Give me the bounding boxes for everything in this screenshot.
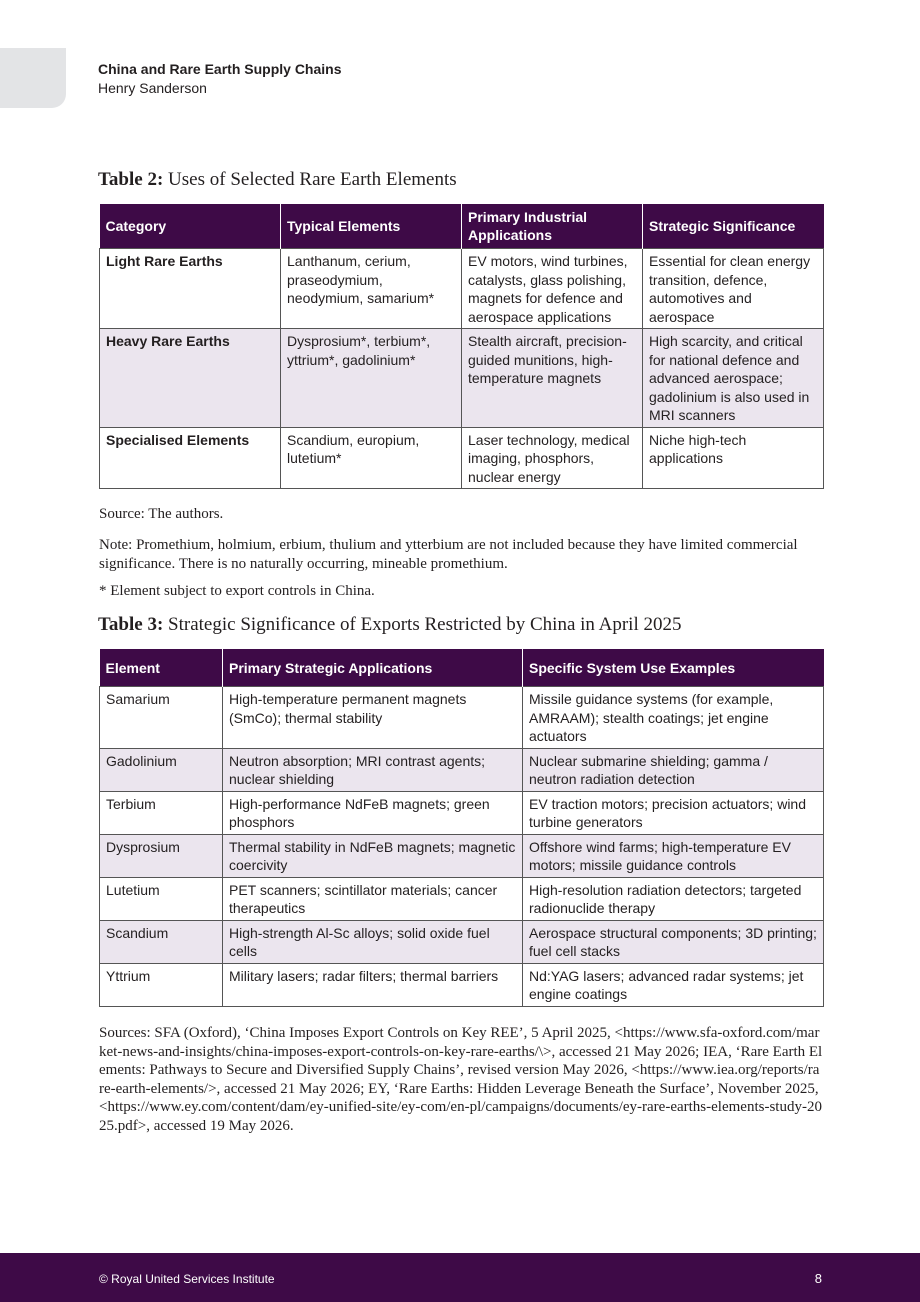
- table2-source: Source: The authors.: [99, 506, 224, 522]
- table-cell: EV traction motors; precision actuators; wind turbine generators: [523, 791, 824, 834]
- table3-title: Strategic Significance of Exports Restricted by China in April 2025: [168, 614, 682, 635]
- table2: [99, 204, 824, 489]
- table3-header-cell: Primary Strategic Applications: [223, 649, 523, 687]
- table2-caption: [98, 168, 457, 192]
- table-cell: High-strength Al-Sc alloys; solid oxide fuel cells: [223, 920, 523, 963]
- corner-tab: [0, 48, 66, 108]
- table-cell: Gadolinium: [100, 748, 223, 791]
- table-cell: Missile guidance systems (for example, AMRAAM); stealth coatings; jet engine actuators: [523, 687, 824, 749]
- table-cell: High-performance NdFeB magnets; green phosphors: [223, 791, 523, 834]
- table-row: [100, 687, 824, 749]
- table-cell: EV motors, wind turbines, catalysts, glass polishing, magnets for defence and aerospace applications: [462, 249, 643, 329]
- table-cell: Samarium: [100, 687, 223, 749]
- table-cell: Dysprosium: [100, 834, 223, 877]
- table-cell: Lanthanum, cerium, praseodymium, neodymium, samarium*: [281, 249, 462, 329]
- table-cell: Nd:YAG lasers; advanced radar systems; jet engine coatings: [523, 963, 824, 1006]
- table-row: [100, 249, 824, 329]
- export-control-footnote: * Element subject to export controls in China.: [99, 583, 375, 599]
- table-cell: High scarcity, and critical for national defence and advanced aerospace; gadolinium is also used in MRI scanners: [643, 329, 824, 428]
- table3-caption: [98, 613, 681, 637]
- table-cell: Military lasers; radar filters; thermal barriers: [223, 963, 523, 1006]
- table-cell: Yttrium: [100, 963, 223, 1006]
- table-cell: Laser technology, medical imaging, phosphors, nuclear energy: [462, 427, 643, 489]
- table-cell: Nuclear submarine shielding; gamma / neutron radiation detection: [523, 748, 824, 791]
- table2-header-cell: Primary Industrial Applications: [462, 204, 643, 249]
- table-cell: PET scanners; scintillator materials; cancer therapeutics: [223, 877, 523, 920]
- table2-title: Uses of Selected Rare Earth Elements: [168, 169, 457, 190]
- table2-header-cell: Category: [100, 204, 281, 249]
- copyright-text: © Royal United Services Institute: [99, 1272, 275, 1286]
- table2-label: Table 2:: [98, 169, 164, 190]
- table-cell: Light Rare Earths: [100, 249, 281, 329]
- table-cell: Niche high-tech applications: [643, 427, 824, 489]
- table-row: [100, 877, 824, 920]
- page-number: 8: [814, 1271, 822, 1286]
- table2-note: Note: Promethium, holmium, erbium, thulium and ytterbium are not included because they have limited commercial significance. There is no naturally occurring, mineable promethium.: [99, 537, 798, 572]
- table-cell: High-resolution radiation detectors; targeted radionuclide therapy: [523, 877, 824, 920]
- table3-sources: Sources: SFA (Oxford), ‘China Imposes Export Controls on Key REE’, 5 April 2025, <https://www.sfa-oxford.com/market-news-and-insights/china-imposes-export-controls-on-key-rare-earths/\>, accessed 21 May 2026; IEA, ‘Rare Earth Elements: Pathways to Secure and Diversified Supply Chains’, revised version May 2026, <https://www.iea.org/reports/rare-earth-elements/>, accessed 21 May 2026; EY, ‘Rare Earths: Hidden Leverage Beneath the Surface’, November 2025, <https://www.ey.com/content/dam/ey-unified-site/ey-com/en-pl/campaigns/documents/ey-rare-earths-elements-study-2025.pdf>, accessed 19 May 2026.: [99, 1025, 823, 1134]
- table-cell: Essential for clean energy transition, defence, automotives and aerospace: [643, 249, 824, 329]
- table-row: [100, 963, 824, 1006]
- table-row: [100, 748, 824, 791]
- table-cell: Scandium, europium, lutetium*: [281, 427, 462, 489]
- table-row: [100, 834, 824, 877]
- table3-header-row: [100, 649, 824, 687]
- table-cell: Aerospace structural components; 3D printing; fuel cell stacks: [523, 920, 824, 963]
- table-cell: Offshore wind farms; high-temperature EV motors; missile guidance controls: [523, 834, 824, 877]
- table2-header-cell: Typical Elements: [281, 204, 462, 249]
- table-cell: Neutron absorption; MRI contrast agents; nuclear shielding: [223, 748, 523, 791]
- table3: [99, 649, 824, 1007]
- table-cell: Dysprosium*, terbium*, yttrium*, gadolinium*: [281, 329, 462, 428]
- table-row: [100, 427, 824, 489]
- page-header: [98, 60, 342, 98]
- page-footer: [0, 1253, 920, 1302]
- table-cell: Specialised Elements: [100, 427, 281, 489]
- table-row: [100, 791, 824, 834]
- table-cell: High-temperature permanent magnets (SmCo); thermal stability: [223, 687, 523, 749]
- table-cell: Terbium: [100, 791, 223, 834]
- table3-header-cell: Specific System Use Examples: [523, 649, 824, 687]
- table2-header-cell: Strategic Significance: [643, 204, 824, 249]
- table-row: [100, 329, 824, 428]
- table-cell: Lutetium: [100, 877, 223, 920]
- table-row: [100, 920, 824, 963]
- table-cell: Thermal stability in NdFeB magnets; magnetic coercivity: [223, 834, 523, 877]
- author-name: Henry Sanderson: [98, 80, 207, 96]
- table3-header-cell: Element: [100, 649, 223, 687]
- report-title: China and Rare Earth Supply Chains: [98, 61, 342, 77]
- table-cell: Stealth aircraft, precision-guided munitions, high-temperature magnets: [462, 329, 643, 428]
- table-cell: Scandium: [100, 920, 223, 963]
- table3-label: Table 3:: [98, 614, 164, 635]
- table-cell: Heavy Rare Earths: [100, 329, 281, 428]
- table2-header-row: [100, 204, 824, 249]
